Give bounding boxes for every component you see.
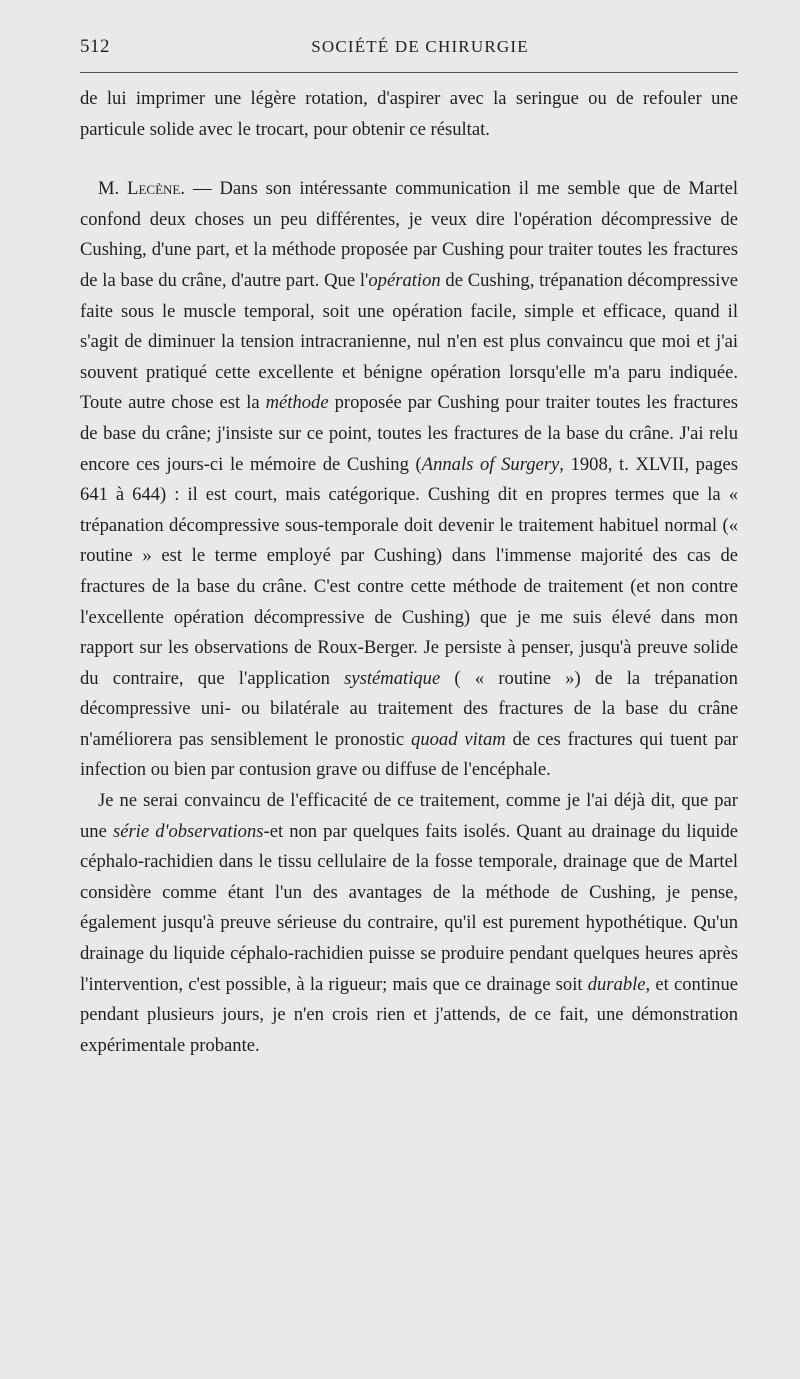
p3-text-3: , et continue pendant plusieurs jours, je n'en crois rien et j'attends, de ce fait, une démonstration expérimentale probante.: [80, 973, 738, 1056]
p2-text-5: ( « routine ») de la trépanation décompressive uni- ou bilatérale au traitement des fractures de la base du crâne n'améliorera pas sensiblement le pronostic: [80, 667, 738, 750]
paragraph-1: [80, 84, 738, 145]
p2-text-1: — Dans son intéressante communication il me semble que de Martel confond deux choses un peu différentes, je veux dire l'opération décompressive de Cushing, d'une part, et la méthode proposée par Cushing pour traiter toutes les fractures de la base du crâne, d'autre part. Que l': [80, 178, 738, 291]
running-head: SOCIÉTÉ DE CHIRURGIE: [311, 37, 529, 56]
p2-text-3: proposée par Cushing pour traiter toutes les fractures de base du crâne; j'insiste sur ce point, toutes les fractures de la base du crâne. J'ai relu encore ces jours-ci le mémoire de Cushing (: [80, 392, 738, 475]
p2-italic-2: méthode: [265, 392, 329, 414]
page-header: [80, 36, 740, 62]
paragraph-1-text: de lui imprimer une légère rotation, d'aspirer avec la seringue ou de refouler une particule solide avec le trocart, pour obtenir ce résultat.: [80, 88, 738, 140]
page-number: 512: [80, 36, 110, 57]
body-text: [80, 84, 738, 1061]
speaker-name: M. Lecène.: [98, 178, 186, 200]
p2-italic-4: systématique: [344, 667, 441, 689]
p2-text-4: , 1908, t. XLVII, pages 641 à 644) : il est court, mais catégorique. Cushing dit en propres termes que la « trépanation décompressive sous-temporale doit devenir le traitement habituel normal (« routine » est le terme employé par Cushing) dans l'immense majorité des cas de fractures de la base du crâne. C'est contre cette méthode de traitement (et non contre l'excellente opération décompressive de Cushing) que je me suis élevé dans mon rapport sur les observations de Roux-Berger. Je persiste à penser, jusqu'à preuve solide du contraire, que l'application: [80, 453, 738, 689]
header-rule: [80, 72, 738, 73]
p2-italic-5: quoad vitam: [411, 728, 506, 750]
p3-italic-2: durable: [587, 973, 646, 995]
paragraph-3: [80, 786, 738, 1061]
p2-italic-3: Annals of Surgery: [421, 453, 560, 475]
p3-text-1: Je ne serai convaincu de l'efficacité de ce traitement, comme je l'ai déjà dit, que par une: [80, 790, 738, 842]
p2-italic-1: opération: [368, 269, 441, 291]
paragraph-2: [80, 174, 738, 786]
p3-text-2: -et non par quelques faits isolés. Quant au drainage du liquide céphalo-rachidien dans le tissu cellulaire de la fosse temporale, drainage que de Martel considère comme étant l'un des avantages de la méthode de Cushing, je pense, également jusqu'à preuve sérieuse du contraire, qu'il est purement hypothétique. Qu'un drainage du liquide céphalo-rachidien puisse se produire pendant quelques heures après l'intervention, c'est possible, à la rigueur; mais que ce drainage soit: [80, 820, 738, 995]
p2-text-6: de ces fractures qui tuent par infection ou bien par contusion grave ou diffuse de l'encéphale.: [80, 728, 738, 781]
p2-text-2: de Cushing, trépanation décompressive faite sous le muscle temporal, soit une opération facile, simple et efficace, quand il s'agit de diminuer la tension intracranienne, nul n'en est plus convaincu que moi et j'ai souvent pratiqué cette excellente et bénigne opération lorsqu'elle m'a paru indiquée. Toute autre chose est la: [80, 269, 738, 414]
p3-italic-1: série d'observations: [112, 820, 264, 842]
